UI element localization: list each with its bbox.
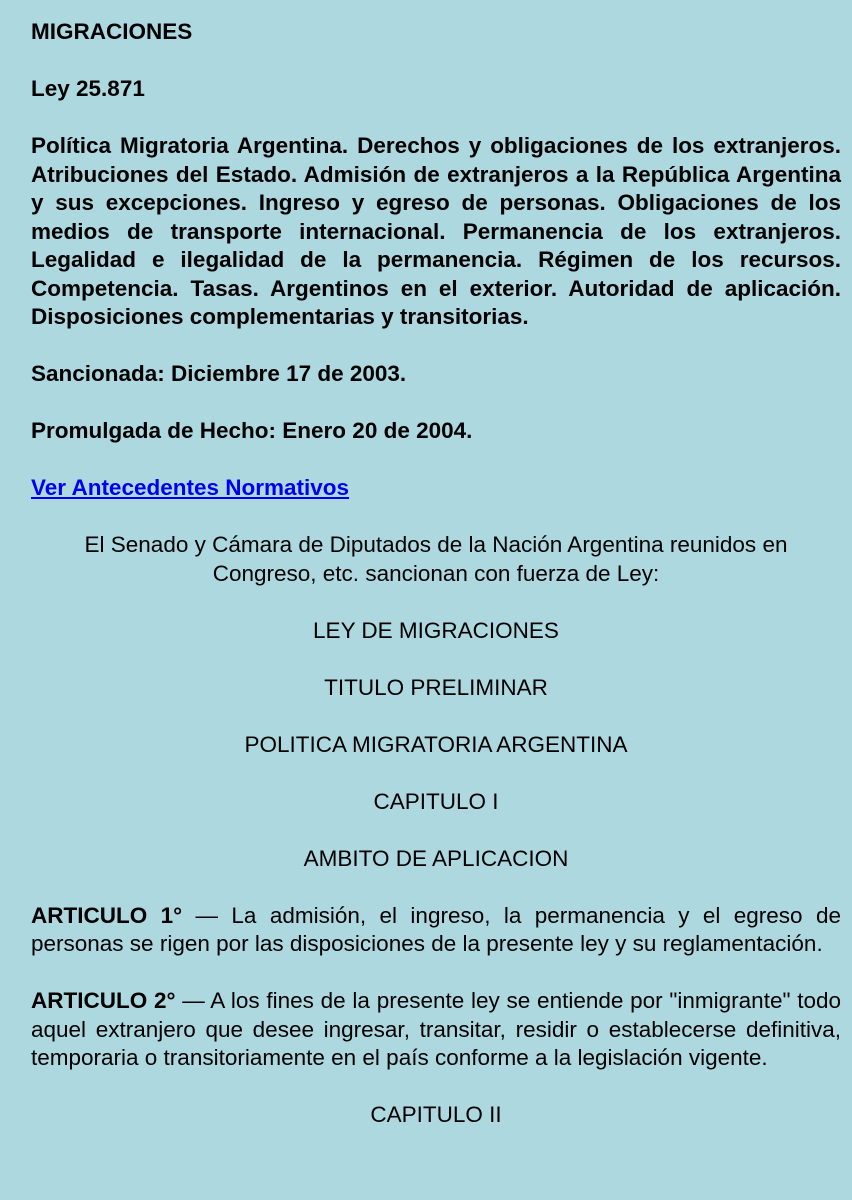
law-title-heading: LEY DE MIGRACIONES <box>313 617 559 643</box>
capitulo-1-name-heading: AMBITO DE APLICACION <box>303 845 569 871</box>
capitulo-2-heading: CAPITULO II <box>370 1102 502 1127</box>
document-topic: MIGRACIONES <box>31 19 193 44</box>
article-1-text: — La admisión, el ingreso, la permanencia y el egreso de personas se rigen por las disposiciones de la presente ley y su reglamentación. <box>31 902 841 956</box>
law-summary: Política Migratoria Argentina. Derechos y obligaciones de los extranjeros. Atribuciones del Estado. Admisión de extranjeros a la República Argentina y sus excepciones. Ingreso y egreso de personas. Obligaciones de los medios de transporte internacional. Permanencia de los extranjeros. Legalidad e ilegalidad de la permanencia. Régimen de los recursos. Competencia. Tasas. Argentinos en el exterior. Autoridad de aplicación. Disposiciones complementarias y transitorias. <box>31 133 841 329</box>
antecedentes-link[interactable]: Ver Antecedentes Normativos <box>31 475 350 500</box>
capitulo-1-heading: CAPITULO I <box>373 788 499 814</box>
titulo-name-heading: POLITICA MIGRATORIA ARGENTINA <box>244 731 628 757</box>
article-2-text: — A los fines de la presente ley se entiende por "inmigrante" todo aquel extranjero que desee ingresar, transitar, residir o establecerse definitiva, temporaria o transitoriamente en el país conforme a la legislación vigente. <box>31 988 842 1070</box>
law-number: Ley 25.871 <box>31 76 145 101</box>
promulgation-date: Promulgada de Hecho: Enero 20 de 2004. <box>31 418 473 443</box>
titulo-heading: TITULO PRELIMINAR <box>324 674 548 700</box>
antecedentes-paragraph <box>31 474 841 503</box>
sanction-date: Sancionada: Diciembre 17 de 2003. <box>31 361 407 386</box>
article-1-label: ARTICULO 1° <box>31 902 183 928</box>
enactment-clause: El Senado y Cámara de Diputados de la Nación Argentina reunidos en Congreso, etc. sancionan con fuerza de Ley: <box>84 532 788 586</box>
article-2 <box>31 987 841 1073</box>
article-2-label: ARTICULO 2° <box>31 988 176 1013</box>
article-1 <box>31 902 841 959</box>
